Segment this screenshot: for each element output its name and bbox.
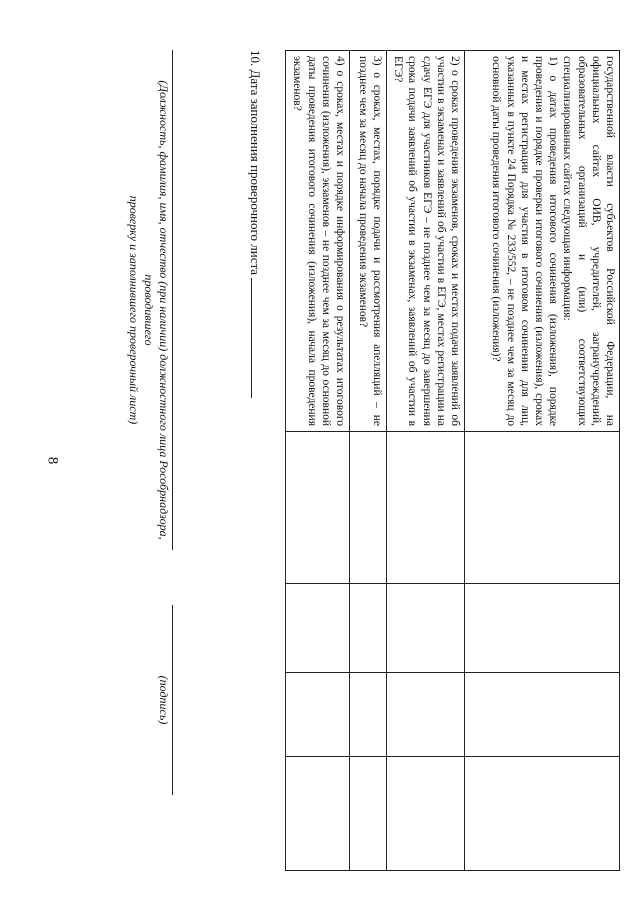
table-row: [286, 51, 350, 871]
question-cell: [387, 51, 465, 432]
official-caption-line: проверку и заполнившего проверочный лист): [127, 195, 141, 425]
answer-cell[interactable]: [465, 584, 620, 673]
rotated-document-body: [60, 40, 620, 880]
fill-date-blank[interactable]: [251, 278, 264, 398]
signature-line[interactable]: [172, 605, 173, 795]
answer-cell[interactable]: [387, 432, 465, 584]
answer-cell[interactable]: [350, 673, 387, 757]
answer-cell[interactable]: [465, 432, 620, 584]
table-row: [387, 51, 465, 871]
question-cell: [350, 51, 387, 432]
question-text: 3) о сроках, местах, порядке подачи и рассмотрения апелляций – не позднее чем за месяц до начала проведения экзаменов?: [356, 56, 383, 426]
fill-date-label: 10. Дата заполнения проверочного листа: [248, 50, 263, 276]
signature-caption: (подпись): [157, 675, 171, 725]
answer-cell[interactable]: [465, 757, 620, 871]
answer-cell[interactable]: [350, 757, 387, 871]
answer-cell[interactable]: [387, 757, 465, 871]
question-cell: [286, 51, 350, 432]
table-row: [350, 51, 387, 871]
question-text: государственной власти субъектов Российской Федерации, на официальных сайтах ОИВ, учредителей, загранучреждений, образовательных организаций и (или) соответствующих специализированных сайтах следующая информация:: [561, 56, 616, 426]
answer-cell[interactable]: [387, 673, 465, 757]
table-row: [465, 51, 620, 871]
answer-cell[interactable]: [465, 673, 620, 757]
question-text: 2) о сроках проведения экзаменов, сроках и местах подачи заявлений об участии в экзаменах и заявлений об участии в ЕГЭ, местах регистрации на сдачу ЕГЭ для участников ЕГЭ – не позднее чем за месяц до завершения срока подачи заявлений об участии в экзаменах, заявлений об участии в ЕГЭ?: [392, 56, 461, 426]
official-caption-line: (Должность, фамилия, имя, отчество (при наличии) должностного лица Рособрнадзора, проводившего: [142, 80, 171, 540]
answer-cell[interactable]: [350, 432, 387, 584]
answer-cell[interactable]: [387, 584, 465, 673]
official-caption: [126, 50, 171, 570]
answer-cell[interactable]: [286, 432, 350, 584]
question-text: 1) о датах проведения итогового сочинения (изложения), порядке проведения и порядке проверки итогового сочинения (изложения), сроках и местах регистрации для участия в итоговом сочинении для лиц, указанных в пункте 24 Порядка № 233/552, – не позднее чем за месяц до основной даты проведения итогового сочинения (изложения)?: [490, 56, 560, 426]
fill-date-field: [247, 50, 264, 398]
page-number: 8: [44, 456, 61, 465]
answer-cell[interactable]: [350, 584, 387, 673]
question-text: 4) о сроках, местах и порядке информирования о результатах итогового сочинения (изложения), экзаменов – не позднее чем за месяц до основной даты проведения итогового сочинения (изложения), начала проведения экзаменов?: [291, 56, 346, 426]
official-name-line[interactable]: [172, 50, 173, 550]
answer-cell[interactable]: [286, 757, 350, 871]
answer-cell[interactable]: [286, 673, 350, 757]
checklist-table: [285, 50, 620, 871]
question-cell: [465, 51, 620, 432]
answer-cell[interactable]: [286, 584, 350, 673]
